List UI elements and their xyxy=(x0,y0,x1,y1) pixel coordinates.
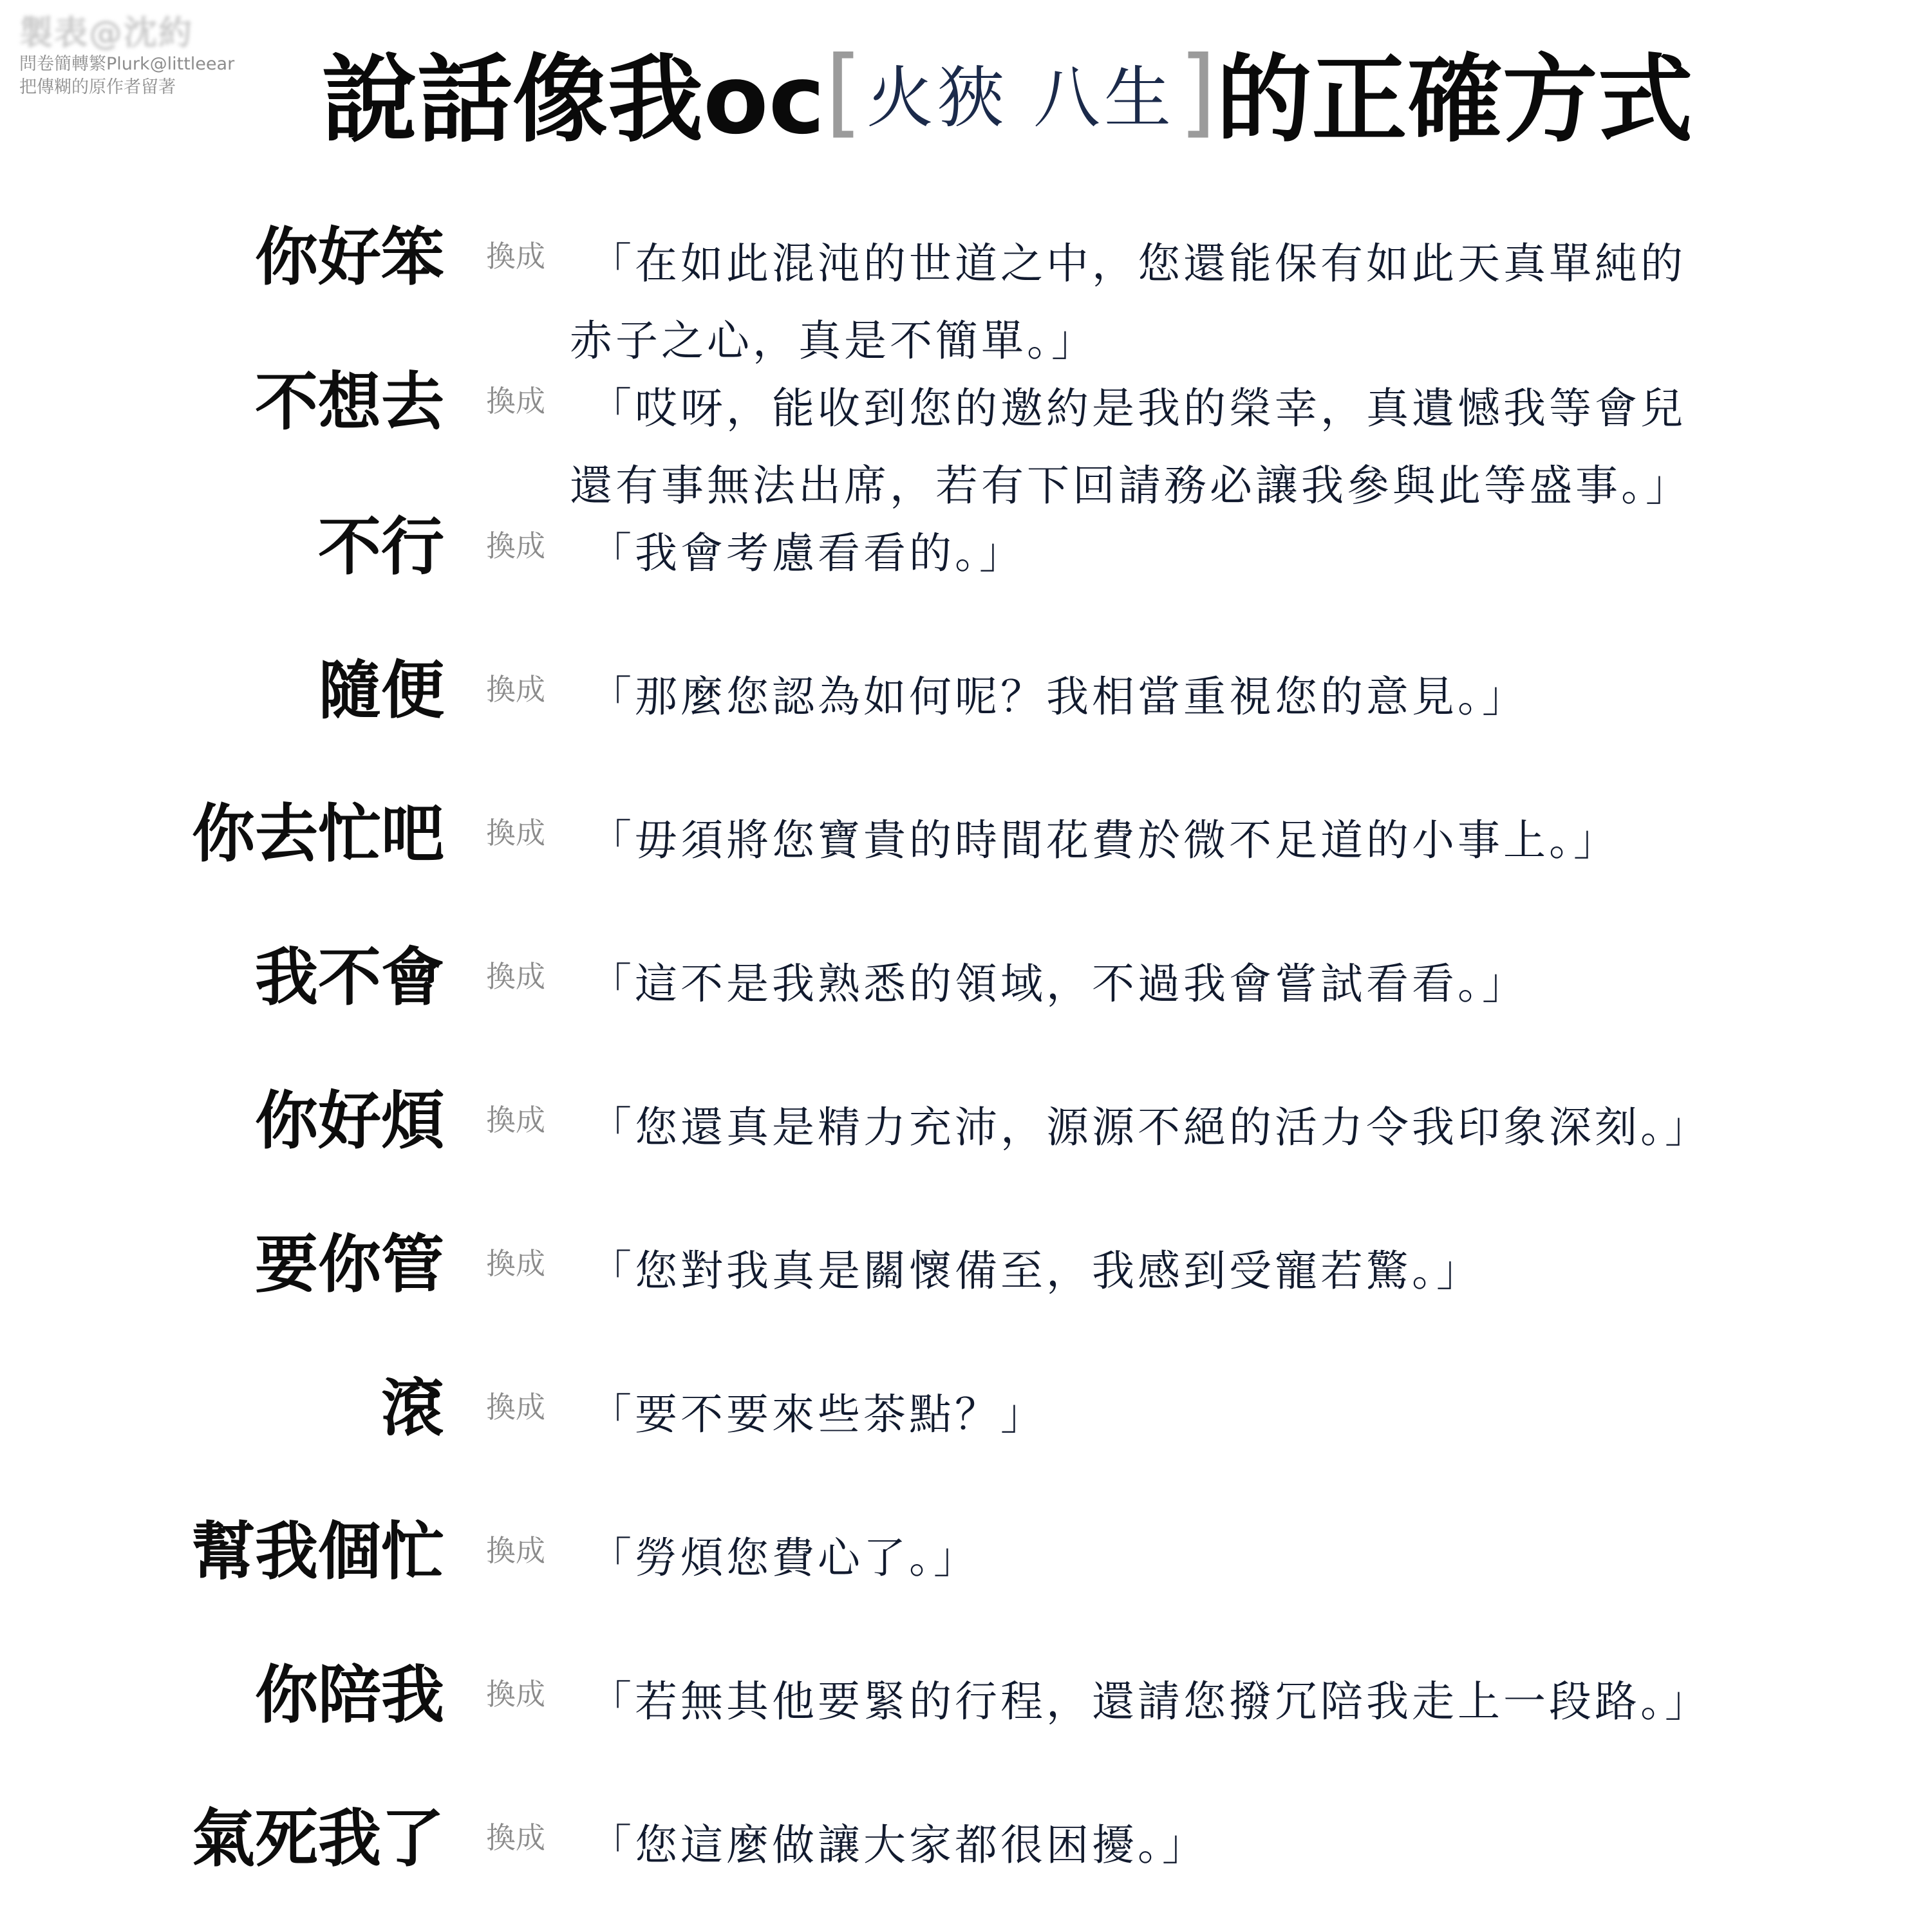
entry-phrase: 不想去 xyxy=(254,366,444,439)
entry-phrase: 氣死我了 xyxy=(191,1802,444,1876)
title-suffix: 的正確方式 xyxy=(1216,44,1693,155)
title-prefix: 說話像我oc xyxy=(322,44,825,155)
page-title xyxy=(322,36,1693,155)
entry-phrase: 不行 xyxy=(317,510,444,584)
entry-reply: 「您對我真是關懷備至，我感到受寵若驚。」 xyxy=(589,1246,1482,1296)
entry-reply: 「毋須將您寶貴的時間花費於微不足道的小事上。」 xyxy=(589,816,1619,865)
watermark-logo: 製表@沈約 xyxy=(19,14,194,53)
entry-phrase: 滾 xyxy=(380,1372,444,1445)
watermark-note-line2: 把傳糊的原作者留著 xyxy=(19,77,176,97)
entry-swap-label: 換成 xyxy=(486,816,545,850)
entry-swap-label: 換成 xyxy=(486,384,545,418)
entry-phrase: 你陪我 xyxy=(254,1659,444,1732)
entry-phrase: 你好煩 xyxy=(254,1085,444,1158)
entry-swap-label: 換成 xyxy=(486,1390,545,1424)
entry-reply: 「要不要來些茶點？」 xyxy=(589,1390,1046,1439)
entry-phrase: 你去忙吧 xyxy=(191,798,444,871)
entry-swap-label: 換成 xyxy=(486,1677,545,1712)
entry-phrase: 隨便 xyxy=(317,654,444,727)
entry-swap-label: 換成 xyxy=(486,239,545,274)
entry-swap-label: 換成 xyxy=(486,672,545,707)
watermark xyxy=(19,14,235,99)
title-bracket-open: [ xyxy=(825,36,863,148)
entry-reply: 「您還真是精力充沛，源源不絕的活力令我印象深刻。」 xyxy=(589,1103,1711,1152)
entry-reply: 「您這麼做讓大家都很困擾。」 xyxy=(589,1820,1208,1870)
entry-phrase: 幫我個忙 xyxy=(191,1515,444,1589)
entry-phrase: 要你管 xyxy=(254,1228,444,1301)
entry-swap-label: 換成 xyxy=(486,1246,545,1281)
entry-reply: 「那麼您認為如何呢？我相當重視您的意見。」 xyxy=(589,672,1528,722)
entry-swap-label: 換成 xyxy=(486,1533,545,1568)
entry-swap-label: 換成 xyxy=(486,1820,545,1855)
title-bracket-close: ] xyxy=(1179,36,1217,148)
entry-swap-label: 換成 xyxy=(486,1103,545,1137)
entry-phrase: 我不會 xyxy=(254,941,444,1014)
entry-reply: 「哎呀，能收到您的邀約是我的榮幸，真遺憾我等會兒還有事無法出席，若有下回請務必讓我參與此等盛事。」 xyxy=(570,384,1691,510)
entry-reply: 「勞煩您費心了。」 xyxy=(589,1533,979,1583)
entry-swap-label: 換成 xyxy=(486,959,545,994)
title-oc-name: 火狹 八生 xyxy=(866,59,1176,137)
entry-swap-label: 換成 xyxy=(486,528,545,563)
entry-reply: 「在如此混沌的世道之中，您還能保有如此天真單純的赤子之心，真是不簡單。」 xyxy=(570,239,1686,366)
entry-reply: 「我會考慮看看的。」 xyxy=(589,528,1025,578)
entry-phrase: 你好笨 xyxy=(254,221,444,294)
entry-reply: 「這不是我熟悉的領域，不過我會嘗試看看。」 xyxy=(589,959,1528,1009)
entry-reply: 「若無其他要緊的行程，還請您撥冗陪我走上一段路。」 xyxy=(589,1677,1711,1726)
watermark-note-line1: 問卷簡轉繁Plurk@littleear xyxy=(19,54,235,74)
